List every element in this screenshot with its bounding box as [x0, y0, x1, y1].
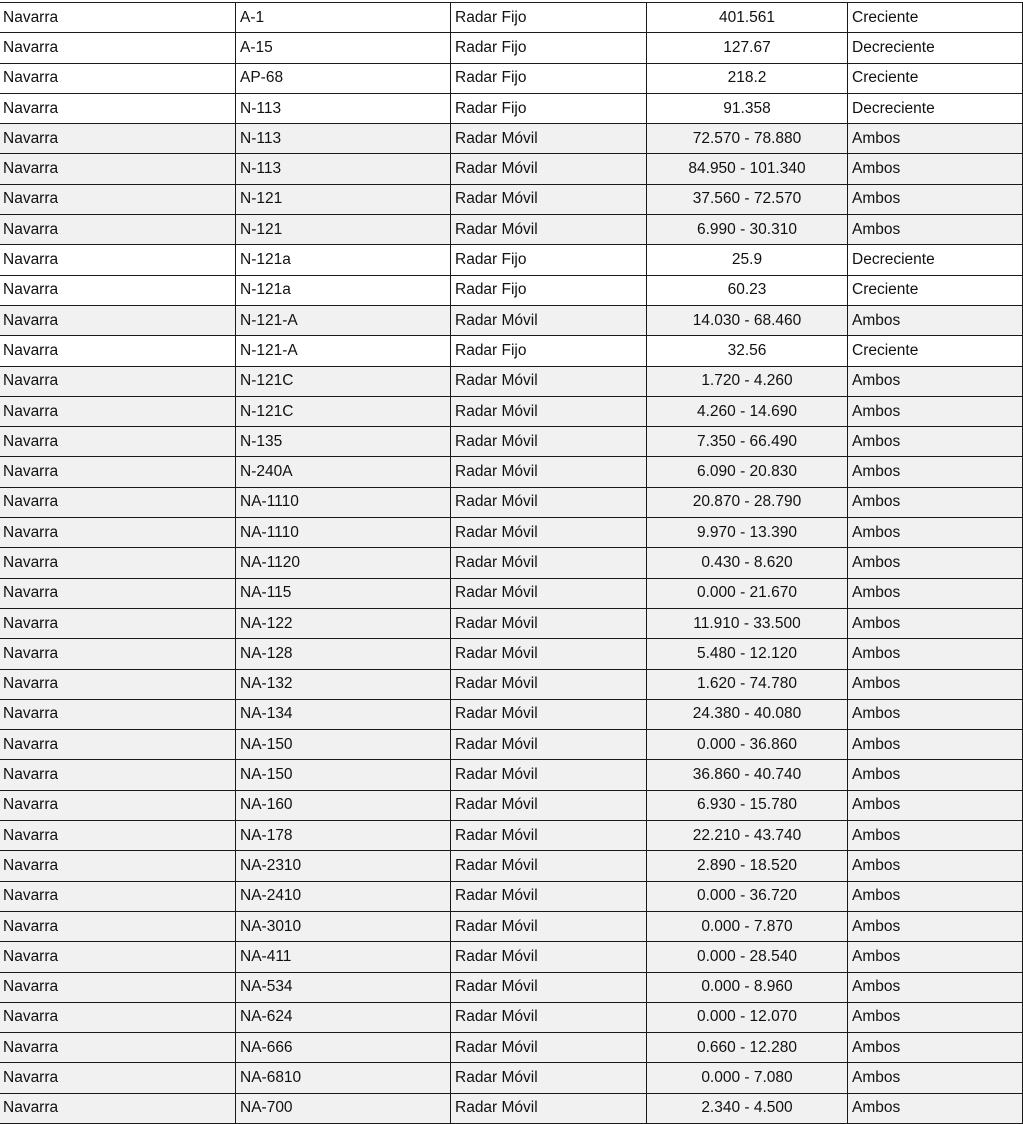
cell-carretera[interactable]: N-121a [236, 275, 451, 305]
cell-provincia[interactable]: Navarra [0, 821, 236, 851]
cell-carretera[interactable]: N-121C [236, 366, 451, 396]
cell-tipo-radar[interactable]: Radar Móvil [451, 699, 647, 729]
cell-provincia[interactable]: Navarra [0, 336, 236, 366]
cell-tipo-radar[interactable]: Radar Fijo [451, 93, 647, 123]
cell-carretera[interactable]: NA-132 [236, 669, 451, 699]
cell-punto-kilometrico[interactable]: 0.000 - 8.960 [647, 972, 848, 1002]
cell-carretera[interactable]: NA-1110 [236, 487, 451, 517]
cell-sentido[interactable]: Decreciente [848, 33, 1023, 63]
cell-tipo-radar[interactable]: Radar Fijo [451, 336, 647, 366]
cell-carretera[interactable]: N-121-A [236, 305, 451, 335]
cell-carretera[interactable]: NA-128 [236, 639, 451, 669]
cell-punto-kilometrico[interactable]: 6.930 - 15.780 [647, 790, 848, 820]
cell-provincia[interactable]: Navarra [0, 396, 236, 426]
cell-carretera[interactable]: NA-534 [236, 972, 451, 1002]
cell-punto-kilometrico[interactable]: 37.560 - 72.570 [647, 184, 848, 214]
table-row [0, 366, 1023, 396]
table-row [0, 730, 1023, 760]
cell-punto-kilometrico[interactable]: 32.56 [647, 336, 848, 366]
cell-punto-kilometrico[interactable]: 20.870 - 28.790 [647, 487, 848, 517]
cell-provincia[interactable]: Navarra [0, 93, 236, 123]
cell-punto-kilometrico[interactable]: 0.000 - 36.720 [647, 881, 848, 911]
cell-punto-kilometrico[interactable]: 25.9 [647, 245, 848, 275]
cell-sentido[interactable]: Ambos [848, 942, 1023, 972]
cell-sentido[interactable]: Ambos [848, 487, 1023, 517]
table-row [0, 396, 1023, 426]
cell-punto-kilometrico[interactable]: 14.030 - 68.460 [647, 305, 848, 335]
cell-sentido[interactable]: Creciente [848, 336, 1023, 366]
table-row [0, 1033, 1023, 1063]
cell-tipo-radar[interactable]: Radar Móvil [451, 911, 647, 941]
cell-sentido[interactable]: Ambos [848, 639, 1023, 669]
cell-provincia[interactable]: Navarra [0, 1033, 236, 1063]
cell-tipo-radar[interactable]: Radar Móvil [451, 851, 647, 881]
table-row [0, 305, 1023, 335]
table-row [0, 548, 1023, 578]
cell-provincia[interactable]: Navarra [0, 911, 236, 941]
cell-tipo-radar[interactable]: Radar Móvil [451, 427, 647, 457]
cell-carretera[interactable]: AP-68 [236, 63, 451, 93]
table-row [0, 669, 1023, 699]
cell-sentido[interactable]: Ambos [848, 608, 1023, 638]
cell-carretera[interactable]: NA-150 [236, 730, 451, 760]
cell-provincia[interactable]: Navarra [0, 669, 236, 699]
table-row [0, 578, 1023, 608]
cell-punto-kilometrico[interactable]: 401.561 [647, 3, 848, 33]
cell-tipo-radar[interactable]: Radar Móvil [451, 548, 647, 578]
cell-carretera[interactable]: NA-700 [236, 1093, 451, 1123]
cell-carretera[interactable]: N-121-A [236, 336, 451, 366]
cell-sentido[interactable]: Creciente [848, 3, 1023, 33]
table-row [0, 699, 1023, 729]
cell-punto-kilometrico[interactable]: 0.000 - 28.540 [647, 942, 848, 972]
cell-tipo-radar[interactable]: Radar Móvil [451, 305, 647, 335]
table-row [0, 608, 1023, 638]
cell-punto-kilometrico[interactable]: 2.890 - 18.520 [647, 851, 848, 881]
table-row [0, 245, 1023, 275]
cell-punto-kilometrico[interactable]: 11.910 - 33.500 [647, 608, 848, 638]
cell-sentido[interactable]: Ambos [848, 669, 1023, 699]
cell-carretera[interactable]: NA-150 [236, 760, 451, 790]
cell-tipo-radar[interactable]: Radar Móvil [451, 760, 647, 790]
cell-punto-kilometrico[interactable]: 6.090 - 20.830 [647, 457, 848, 487]
cell-punto-kilometrico[interactable]: 9.970 - 13.390 [647, 518, 848, 548]
cell-tipo-radar[interactable]: Radar Móvil [451, 366, 647, 396]
cell-provincia[interactable]: Navarra [0, 63, 236, 93]
cell-carretera[interactable]: NA-2410 [236, 881, 451, 911]
cell-tipo-radar[interactable]: Radar Móvil [451, 487, 647, 517]
cell-sentido[interactable]: Ambos [848, 1093, 1023, 1123]
cell-sentido[interactable]: Ambos [848, 457, 1023, 487]
table-row [0, 972, 1023, 1002]
cell-tipo-radar[interactable]: Radar Móvil [451, 215, 647, 245]
table-row [0, 821, 1023, 851]
cell-carretera[interactable]: N-121a [236, 245, 451, 275]
cell-carretera[interactable]: NA-115 [236, 578, 451, 608]
cell-punto-kilometrico[interactable]: 24.380 - 40.080 [647, 699, 848, 729]
table-row [0, 942, 1023, 972]
table-row [0, 790, 1023, 820]
cell-sentido[interactable]: Creciente [848, 275, 1023, 305]
cell-provincia[interactable]: Navarra [0, 760, 236, 790]
cell-carretera[interactable]: N-113 [236, 154, 451, 184]
cell-tipo-radar[interactable]: Radar Móvil [451, 1093, 647, 1123]
cell-carretera[interactable]: A-1 [236, 3, 451, 33]
cell-tipo-radar[interactable]: Radar Móvil [451, 124, 647, 154]
cell-provincia[interactable]: Navarra [0, 942, 236, 972]
cell-provincia[interactable]: Navarra [0, 184, 236, 214]
table-row [0, 336, 1023, 366]
table-row [0, 1063, 1023, 1093]
cell-punto-kilometrico[interactable]: 1.720 - 4.260 [647, 366, 848, 396]
cell-sentido[interactable]: Ambos [848, 851, 1023, 881]
cell-carretera[interactable]: NA-2310 [236, 851, 451, 881]
cell-provincia[interactable]: Navarra [0, 578, 236, 608]
cell-provincia[interactable]: Navarra [0, 215, 236, 245]
cell-carretera[interactable]: N-121 [236, 184, 451, 214]
cell-provincia[interactable]: Navarra [0, 851, 236, 881]
cell-carretera[interactable]: N-135 [236, 427, 451, 457]
cell-provincia[interactable]: Navarra [0, 639, 236, 669]
cell-tipo-radar[interactable]: Radar Móvil [451, 790, 647, 820]
cell-tipo-radar[interactable]: Radar Móvil [451, 821, 647, 851]
cell-punto-kilometrico[interactable]: 5.480 - 12.120 [647, 639, 848, 669]
cell-punto-kilometrico[interactable]: 218.2 [647, 63, 848, 93]
cell-punto-kilometrico[interactable]: 7.350 - 66.490 [647, 427, 848, 457]
cell-punto-kilometrico[interactable]: 0.000 - 36.860 [647, 730, 848, 760]
cell-sentido[interactable]: Ambos [848, 730, 1023, 760]
table-row [0, 881, 1023, 911]
cell-carretera[interactable]: NA-411 [236, 942, 451, 972]
cell-provincia[interactable]: Navarra [0, 33, 236, 63]
cell-punto-kilometrico[interactable]: 84.950 - 101.340 [647, 154, 848, 184]
cell-provincia[interactable]: Navarra [0, 487, 236, 517]
cell-sentido[interactable]: Ambos [848, 790, 1023, 820]
cell-tipo-radar[interactable]: Radar Fijo [451, 245, 647, 275]
cell-tipo-radar[interactable]: Radar Móvil [451, 1002, 647, 1032]
cell-tipo-radar[interactable]: Radar Fijo [451, 3, 647, 33]
table-row [0, 911, 1023, 941]
cell-tipo-radar[interactable]: Radar Móvil [451, 942, 647, 972]
table-row [0, 487, 1023, 517]
cell-tipo-radar[interactable]: Radar Móvil [451, 396, 647, 426]
table-row [0, 33, 1023, 63]
cell-punto-kilometrico[interactable]: 127.67 [647, 33, 848, 63]
cell-provincia[interactable]: Navarra [0, 518, 236, 548]
cell-carretera[interactable]: NA-666 [236, 1033, 451, 1063]
cell-punto-kilometrico[interactable]: 0.000 - 7.870 [647, 911, 848, 941]
cell-tipo-radar[interactable]: Radar Móvil [451, 457, 647, 487]
cell-provincia[interactable]: Navarra [0, 305, 236, 335]
radar-table [0, 2, 1023, 1124]
cell-provincia[interactable]: Navarra [0, 366, 236, 396]
table-row [0, 639, 1023, 669]
cell-punto-kilometrico[interactable]: 4.260 - 14.690 [647, 396, 848, 426]
cell-provincia[interactable]: Navarra [0, 881, 236, 911]
cell-carretera[interactable]: N-113 [236, 124, 451, 154]
cell-sentido[interactable]: Ambos [848, 881, 1023, 911]
cell-punto-kilometrico[interactable]: 2.340 - 4.500 [647, 1093, 848, 1123]
cell-provincia[interactable]: Navarra [0, 790, 236, 820]
cell-sentido[interactable]: Ambos [848, 760, 1023, 790]
table-row [0, 518, 1023, 548]
table-row [0, 184, 1023, 214]
cell-sentido[interactable]: Ambos [848, 366, 1023, 396]
cell-provincia[interactable]: Navarra [0, 699, 236, 729]
cell-tipo-radar[interactable]: Radar Móvil [451, 608, 647, 638]
cell-tipo-radar[interactable]: Radar Fijo [451, 275, 647, 305]
cell-sentido[interactable]: Ambos [848, 427, 1023, 457]
cell-carretera[interactable]: A-15 [236, 33, 451, 63]
cell-provincia[interactable]: Navarra [0, 124, 236, 154]
cell-provincia[interactable]: Navarra [0, 457, 236, 487]
cell-provincia[interactable]: Navarra [0, 608, 236, 638]
table-row [0, 1093, 1023, 1123]
cell-sentido[interactable]: Ambos [848, 396, 1023, 426]
cell-provincia[interactable]: Navarra [0, 275, 236, 305]
cell-tipo-radar[interactable]: Radar Móvil [451, 578, 647, 608]
table-row [0, 851, 1023, 881]
cell-tipo-radar[interactable]: Radar Móvil [451, 1033, 647, 1063]
cell-sentido[interactable]: Ambos [848, 215, 1023, 245]
cell-sentido[interactable]: Ambos [848, 1002, 1023, 1032]
cell-carretera[interactable]: NA-134 [236, 699, 451, 729]
cell-sentido[interactable]: Ambos [848, 154, 1023, 184]
cell-punto-kilometrico[interactable]: 0.000 - 12.070 [647, 1002, 848, 1032]
cell-punto-kilometrico[interactable]: 22.210 - 43.740 [647, 821, 848, 851]
cell-tipo-radar[interactable]: Radar Móvil [451, 881, 647, 911]
cell-tipo-radar[interactable]: Radar Fijo [451, 33, 647, 63]
cell-carretera[interactable]: N-113 [236, 93, 451, 123]
cell-sentido[interactable]: Ambos [848, 1033, 1023, 1063]
table-row [0, 1002, 1023, 1032]
cell-provincia[interactable]: Navarra [0, 972, 236, 1002]
cell-tipo-radar[interactable]: Radar Móvil [451, 518, 647, 548]
table-row [0, 154, 1023, 184]
cell-carretera[interactable]: NA-122 [236, 608, 451, 638]
cell-sentido[interactable]: Decreciente [848, 245, 1023, 275]
cell-carretera[interactable]: N-240A [236, 457, 451, 487]
cell-carretera[interactable]: NA-178 [236, 821, 451, 851]
cell-carretera[interactable]: NA-160 [236, 790, 451, 820]
cell-punto-kilometrico[interactable]: 72.570 - 78.880 [647, 124, 848, 154]
cell-sentido[interactable]: Ambos [848, 1063, 1023, 1093]
radar-table-body [0, 3, 1023, 1124]
table-row [0, 63, 1023, 93]
cell-provincia[interactable]: Navarra [0, 1063, 236, 1093]
cell-punto-kilometrico[interactable]: 0.000 - 7.080 [647, 1063, 848, 1093]
cell-provincia[interactable]: Navarra [0, 1093, 236, 1123]
cell-punto-kilometrico[interactable]: 1.620 - 74.780 [647, 669, 848, 699]
cell-punto-kilometrico[interactable]: 36.860 - 40.740 [647, 760, 848, 790]
table-row [0, 275, 1023, 305]
cell-provincia[interactable]: Navarra [0, 1002, 236, 1032]
cell-punto-kilometrico[interactable]: 60.23 [647, 275, 848, 305]
cell-tipo-radar[interactable]: Radar Fijo [451, 63, 647, 93]
cell-sentido[interactable]: Ambos [848, 821, 1023, 851]
cell-carretera[interactable]: N-121 [236, 215, 451, 245]
cell-tipo-radar[interactable]: Radar Móvil [451, 730, 647, 760]
cell-sentido[interactable]: Decreciente [848, 93, 1023, 123]
cell-sentido[interactable]: Ambos [848, 699, 1023, 729]
cell-punto-kilometrico[interactable]: 6.990 - 30.310 [647, 215, 848, 245]
cell-punto-kilometrico[interactable]: 0.430 - 8.620 [647, 548, 848, 578]
cell-sentido[interactable]: Ambos [848, 124, 1023, 154]
cell-sentido[interactable]: Ambos [848, 972, 1023, 1002]
table-row [0, 760, 1023, 790]
cell-punto-kilometrico[interactable]: 0.000 - 21.670 [647, 578, 848, 608]
cell-sentido[interactable]: Ambos [848, 305, 1023, 335]
cell-carretera[interactable]: NA-6810 [236, 1063, 451, 1093]
cell-sentido[interactable]: Ambos [848, 184, 1023, 214]
cell-tipo-radar[interactable]: Radar Móvil [451, 184, 647, 214]
table-row [0, 215, 1023, 245]
cell-punto-kilometrico[interactable]: 0.660 - 12.280 [647, 1033, 848, 1063]
cell-provincia[interactable]: Navarra [0, 245, 236, 275]
cell-provincia[interactable]: Navarra [0, 730, 236, 760]
cell-provincia[interactable]: Navarra [0, 154, 236, 184]
cell-sentido[interactable]: Ambos [848, 548, 1023, 578]
cell-provincia[interactable]: Navarra [0, 3, 236, 33]
cell-carretera[interactable]: NA-1120 [236, 548, 451, 578]
table-row [0, 427, 1023, 457]
cell-sentido[interactable]: Ambos [848, 911, 1023, 941]
cell-tipo-radar[interactable]: Radar Móvil [451, 1063, 647, 1093]
cell-carretera[interactable]: NA-1110 [236, 518, 451, 548]
cell-sentido[interactable]: Creciente [848, 63, 1023, 93]
cell-tipo-radar[interactable]: Radar Móvil [451, 669, 647, 699]
table-row [0, 124, 1023, 154]
cell-provincia[interactable]: Navarra [0, 548, 236, 578]
cell-carretera[interactable]: NA-3010 [236, 911, 451, 941]
cell-carretera[interactable]: N-121C [236, 396, 451, 426]
cell-punto-kilometrico[interactable]: 91.358 [647, 93, 848, 123]
table-row [0, 93, 1023, 123]
cell-tipo-radar[interactable]: Radar Móvil [451, 639, 647, 669]
cell-tipo-radar[interactable]: Radar Móvil [451, 972, 647, 1002]
table-row [0, 3, 1023, 33]
cell-sentido[interactable]: Ambos [848, 578, 1023, 608]
cell-carretera[interactable]: NA-624 [236, 1002, 451, 1032]
cell-sentido[interactable]: Ambos [848, 518, 1023, 548]
table-row [0, 457, 1023, 487]
cell-tipo-radar[interactable]: Radar Móvil [451, 154, 647, 184]
cell-provincia[interactable]: Navarra [0, 427, 236, 457]
